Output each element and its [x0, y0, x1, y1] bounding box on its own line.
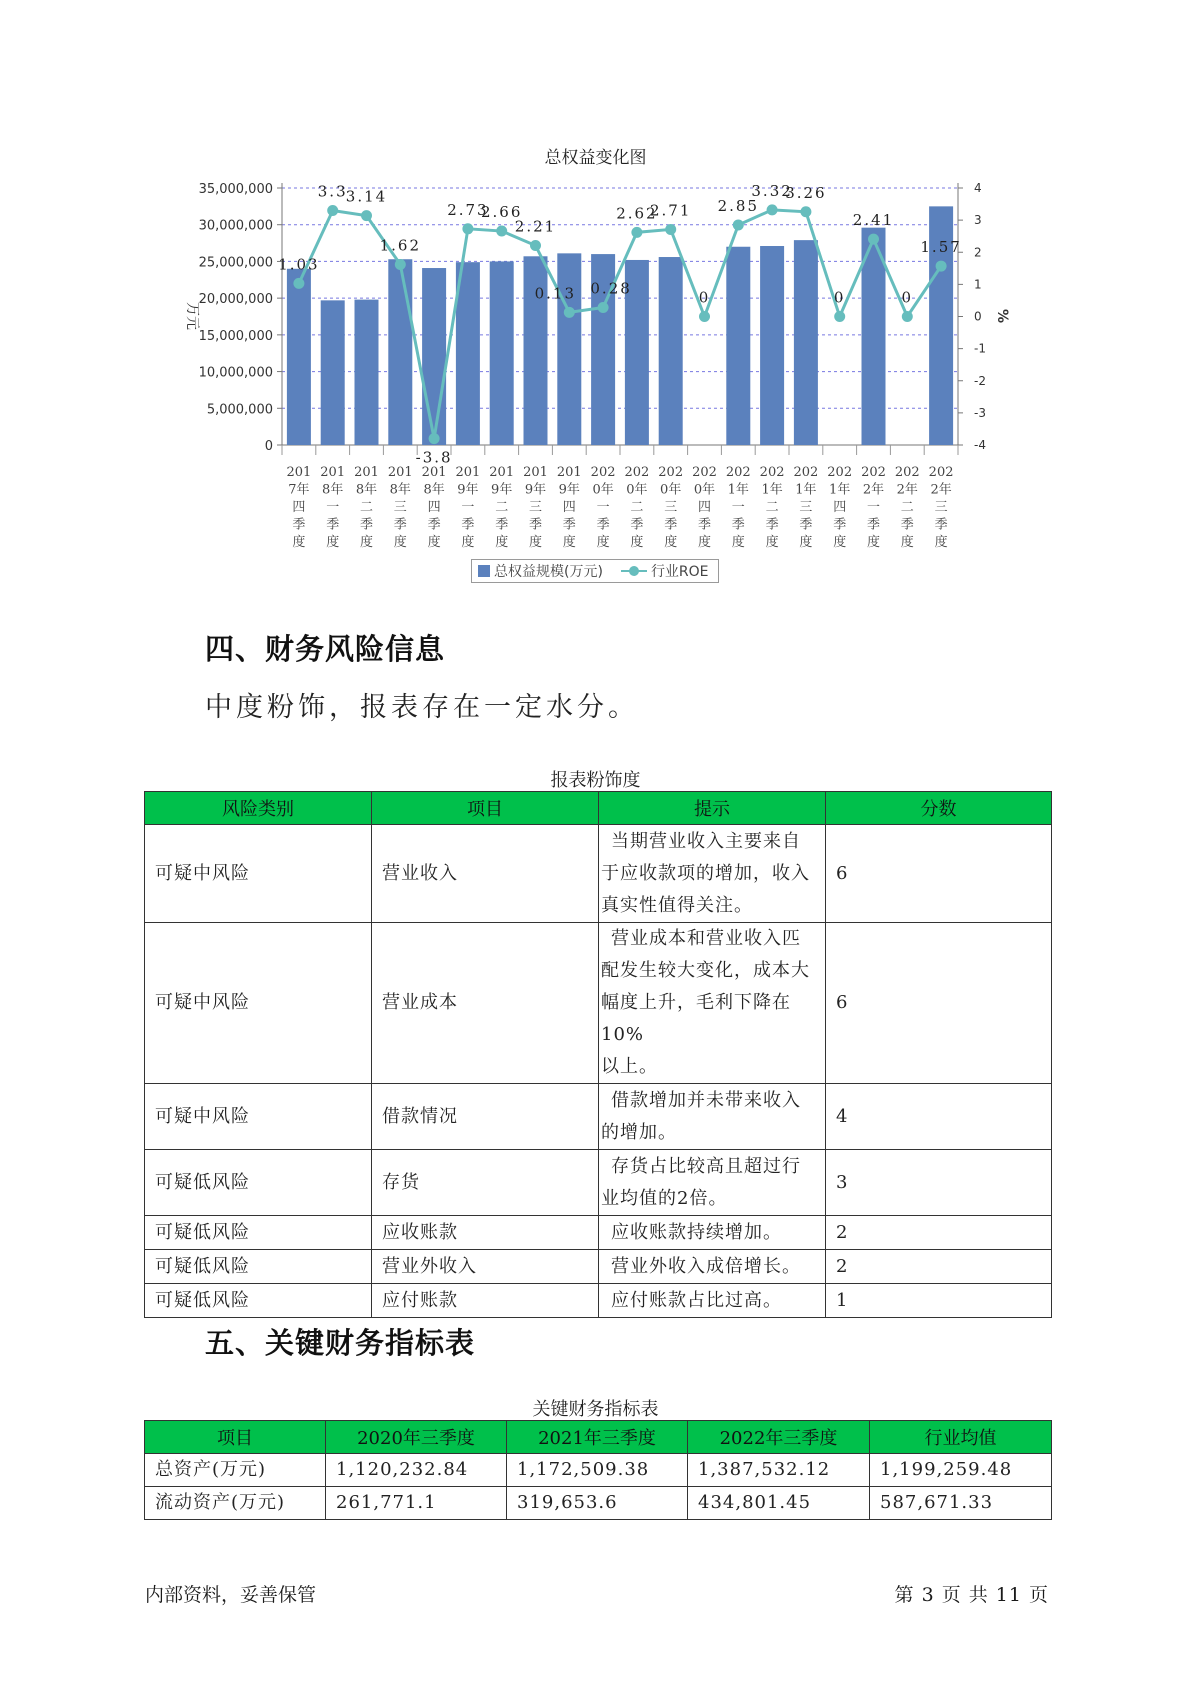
legend-line-label: 行业ROE	[650, 564, 709, 580]
risk-item: 应付账款	[372, 1284, 599, 1318]
x-tick-label: 202	[894, 465, 920, 480]
x-tick-label: 四	[427, 500, 441, 515]
x-tick-label: 202	[861, 465, 886, 480]
bar	[321, 300, 345, 445]
bar	[355, 300, 379, 445]
x-tick-label: 度	[765, 535, 779, 550]
x-tick-label: 度	[731, 535, 745, 550]
y-right-tick-label: -4	[974, 438, 986, 452]
bar	[490, 261, 514, 445]
x-tick-label: 201	[489, 465, 515, 480]
x-tick-label: 一	[326, 500, 340, 515]
x-tick-label: 2年	[896, 482, 918, 498]
x-tick-label: 1年	[795, 482, 817, 498]
y-left-tick-label: 15,000,000	[198, 328, 273, 344]
roe-point	[800, 206, 811, 217]
roe-point	[767, 204, 778, 215]
risk-hint-line: 营业外收入成倍增长。	[611, 1255, 801, 1277]
risk-hint-line: 营业成本和营业收入匹	[611, 928, 801, 949]
x-tick-label: 三	[934, 500, 948, 515]
key-table-header: 行业均值	[870, 1421, 1052, 1454]
roe-point	[462, 223, 473, 234]
roe-point	[598, 302, 609, 313]
roe-data-label: 2.85	[717, 196, 760, 215]
key-table-header: 2022年三季度	[688, 1421, 870, 1454]
x-tick-label: 一	[866, 500, 881, 515]
x-tick-label: 三	[799, 500, 813, 515]
roe-point	[733, 219, 744, 230]
table-row	[145, 923, 1052, 1084]
risk-score: 4	[826, 1084, 1052, 1150]
roe-point	[834, 311, 845, 322]
key-table-header: 2020年三季度	[326, 1421, 507, 1454]
x-tick-label: 季	[359, 517, 374, 533]
roe-point	[293, 278, 304, 289]
x-tick-label: 一	[596, 500, 610, 515]
key-table-cell: 587,671.33	[870, 1487, 1052, 1520]
risk-table-header: 风险类别	[145, 792, 372, 825]
risk-hint-line: 存货占比较高且超过行	[611, 1155, 801, 1177]
x-tick-label: 202	[658, 465, 684, 480]
y-left-tick-label: 25,000,000	[198, 255, 273, 271]
x-tick-label: 季	[495, 517, 509, 533]
x-tick-label: 2年	[862, 482, 885, 498]
x-tick-label: 0年	[693, 482, 716, 498]
roe-data-label: 2.62	[616, 204, 658, 223]
section-heading-risk: 四、财务风险信息	[205, 632, 446, 666]
risk-hint	[599, 1216, 826, 1250]
y-right-tick-label: 3	[974, 213, 982, 228]
x-tick-label: 二	[359, 500, 374, 515]
x-tick-label: 201	[523, 465, 548, 480]
risk-hint	[599, 825, 826, 923]
x-tick-label: 0年	[660, 482, 682, 498]
x-tick-label: 度	[664, 535, 678, 550]
x-tick-label: 季	[292, 517, 306, 533]
roe-point	[327, 205, 338, 216]
key-table-cell: 1,387,532.12	[688, 1454, 870, 1487]
roe-data-label: 0	[698, 288, 711, 307]
x-tick-label: 度	[495, 535, 509, 550]
roe-point	[699, 311, 710, 322]
x-tick-label: 二	[495, 500, 509, 515]
x-tick-label: 一	[461, 500, 475, 515]
x-tick-label: 0年	[592, 482, 614, 498]
y-left-tick-label: 35,000,000	[198, 182, 273, 197]
risk-item: 存货	[372, 1150, 599, 1216]
x-tick-label: 三	[528, 500, 543, 515]
x-tick-label: 季	[900, 517, 914, 533]
x-tick-label: 201	[387, 465, 413, 480]
x-tick-label: 度	[427, 535, 441, 550]
roe-data-label: 2.66	[480, 203, 523, 222]
x-tick-label: 8年	[423, 482, 445, 498]
x-tick-label: 度	[833, 535, 847, 550]
key-table-cell: 261,771.1	[326, 1487, 507, 1520]
x-tick-label: 201	[455, 465, 481, 480]
roe-data-label: 3.26	[785, 183, 827, 202]
key-table-caption: 关键财务指标表	[532, 1399, 659, 1420]
x-tick-label: 季	[326, 517, 340, 533]
risk-hint	[599, 1284, 826, 1318]
x-tick-label: 度	[528, 535, 543, 550]
bar	[794, 240, 818, 445]
roe-data-label: 2.41	[852, 211, 895, 230]
x-tick-label: 202	[759, 465, 785, 480]
risk-hint-line: 当期营业收入主要来自	[611, 830, 801, 852]
risk-hint-line: 业均值的2倍。	[601, 1187, 728, 1209]
risk-hint	[599, 1084, 826, 1150]
x-tick-label: 季	[697, 517, 712, 533]
x-tick-label: 三	[393, 500, 407, 515]
x-tick-label: 202	[793, 465, 819, 480]
x-tick-label: 季	[596, 517, 610, 533]
risk-score: 6	[826, 825, 1052, 923]
risk-hint	[599, 923, 826, 1084]
table-row	[145, 1250, 1052, 1284]
risk-table-caption: 报表粉饰度	[550, 770, 641, 791]
y-left-tick-label: 10,000,000	[198, 365, 273, 381]
y-right-tick-label: 0	[974, 309, 982, 324]
x-tick-label: 四	[562, 500, 576, 515]
risk-hint-line: 真实性值得关注。	[601, 894, 753, 916]
bar	[388, 259, 412, 445]
y-right-tick-label: -2	[974, 373, 986, 388]
risk-score: 6	[826, 923, 1052, 1084]
x-tick-label: 201	[556, 465, 582, 480]
risk-table	[144, 791, 1052, 1318]
roe-data-label: 0.13	[534, 284, 577, 303]
bar	[726, 247, 750, 445]
table-row	[145, 1084, 1052, 1150]
x-tick-label: 度	[900, 535, 914, 550]
x-tick-label: 度	[292, 535, 306, 550]
risk-item: 营业外收入	[372, 1250, 599, 1284]
table-row	[145, 1216, 1052, 1250]
risk-category: 可疑中风险	[145, 923, 372, 1084]
risk-table-header: 提示	[599, 792, 826, 825]
risk-item: 应收账款	[372, 1216, 599, 1250]
key-table-cell: 319,653.6	[507, 1487, 688, 1520]
y-right-tick-label: 4	[974, 181, 982, 195]
x-tick-label: 9年	[457, 482, 479, 498]
risk-summary: 中度粉饰，报表存在一定水分。	[205, 692, 639, 723]
risk-hint	[599, 1150, 826, 1216]
x-tick-label: 季	[765, 517, 779, 533]
x-tick-label: 202	[827, 465, 853, 480]
risk-item: 营业收入	[372, 825, 599, 923]
x-tick-label: 0年	[626, 482, 648, 498]
roe-data-label: 2.71	[649, 201, 692, 220]
key-table-header: 项目	[145, 1421, 326, 1454]
risk-hint-line: 应收账款持续增加。	[611, 1221, 782, 1243]
x-tick-label: 季	[461, 517, 475, 533]
roe-data-label: 0.28	[590, 279, 632, 298]
x-tick-label: 度	[799, 535, 813, 550]
footer-page-number: 第 3 页 共 11 页	[894, 1584, 1049, 1606]
risk-hint-line: 的增加。	[601, 1121, 677, 1143]
risk-hint	[599, 1250, 826, 1284]
x-tick-label: 二	[765, 500, 779, 515]
roe-point	[868, 234, 879, 245]
x-tick-label: 季	[833, 517, 847, 533]
roe-point	[395, 259, 406, 270]
x-tick-label: 一	[731, 500, 745, 515]
y-right-tick-label: -1	[974, 341, 986, 356]
key-indicators-table	[144, 1420, 1052, 1520]
x-tick-label: 1年	[761, 482, 783, 498]
x-tick-label: 度	[393, 535, 407, 550]
y-left-axis-label: 万元	[184, 302, 200, 330]
key-table-cell: 总资产(万元)	[145, 1454, 326, 1487]
x-tick-label: 9年	[524, 482, 547, 498]
risk-score: 2	[826, 1250, 1052, 1284]
x-tick-label: 1年	[829, 482, 851, 498]
risk-item: 借款情况	[372, 1084, 599, 1150]
x-tick-label: 季	[427, 517, 441, 533]
risk-hint-line: 应付账款占比过高。	[611, 1289, 782, 1311]
bar	[659, 257, 683, 445]
bar	[422, 268, 446, 445]
x-tick-label: 202	[928, 465, 954, 480]
x-tick-label: 二	[900, 500, 914, 515]
risk-hint-line: 幅度上升，毛利下降在10%	[601, 992, 791, 1045]
risk-category: 可疑中风险	[145, 1084, 372, 1150]
x-tick-label: 202	[725, 465, 751, 480]
y-left-tick-label: 5,000,000	[206, 402, 273, 418]
x-tick-label: 度	[866, 535, 881, 550]
risk-category: 可疑低风险	[145, 1150, 372, 1216]
section-heading-key-indicators: 五、关键财务指标表	[205, 1326, 476, 1360]
x-tick-label: 201	[286, 465, 312, 480]
y-right-tick-label: -3	[974, 405, 986, 420]
x-tick-label: 201	[320, 465, 346, 480]
key-table-cell: 1,120,232.84	[326, 1454, 507, 1487]
x-tick-label: 度	[934, 535, 948, 550]
roe-point	[496, 226, 507, 237]
roe-point	[631, 227, 642, 238]
x-tick-label: 度	[461, 535, 475, 550]
legend-bar-label: 总权益规模(万元)	[494, 564, 603, 580]
risk-item: 营业成本	[372, 923, 599, 1084]
roe-data-label: 3.3	[317, 182, 348, 201]
legend-bar-swatch	[478, 565, 490, 577]
x-tick-label: 季	[934, 517, 948, 533]
roe-point	[665, 224, 676, 235]
risk-category: 可疑低风险	[145, 1284, 372, 1318]
x-tick-label: 7年	[288, 482, 310, 498]
risk-score: 1	[826, 1284, 1052, 1318]
roe-point	[564, 307, 575, 318]
x-tick-label: 度	[326, 535, 340, 550]
roe-point	[530, 240, 541, 251]
x-tick-label: 202	[590, 465, 616, 480]
x-tick-label: 季	[664, 517, 678, 533]
x-tick-label: 季	[630, 517, 644, 533]
y-left-tick-label: 0	[264, 439, 273, 454]
x-tick-label: 8年	[322, 482, 344, 498]
risk-score: 2	[826, 1216, 1052, 1250]
x-tick-label: 四	[292, 500, 306, 515]
risk-hint-line: 配发生较大变化，成本大	[601, 960, 810, 981]
chart-title: 总权益变化图	[544, 148, 647, 168]
x-tick-label: 202	[692, 465, 717, 480]
x-tick-label: 度	[630, 535, 644, 550]
x-tick-label: 9年	[491, 482, 513, 498]
x-tick-label: 度	[697, 535, 712, 550]
y-right-tick-label: 1	[974, 277, 982, 292]
x-tick-label: 201	[421, 465, 447, 480]
x-tick-label: 季	[528, 517, 543, 533]
table-row	[145, 1150, 1052, 1216]
x-tick-label: 8年	[389, 482, 411, 498]
x-tick-label: 季	[393, 517, 407, 533]
x-tick-label: 四	[833, 500, 847, 515]
footer-confidential: 内部资料，妥善保管	[145, 1584, 317, 1606]
roe-point	[902, 311, 913, 322]
x-tick-label: 度	[359, 535, 374, 550]
bar	[287, 269, 311, 445]
risk-category: 可疑低风险	[145, 1216, 372, 1250]
x-tick-label: 四	[697, 500, 712, 515]
x-tick-label: 8年	[355, 482, 378, 498]
bar	[760, 246, 784, 445]
key-table-cell: 流动资产(万元)	[145, 1487, 326, 1520]
roe-point	[361, 210, 372, 221]
table-row	[145, 1487, 1052, 1520]
x-tick-label: 度	[562, 535, 576, 550]
risk-hint-line: 借款增加并未带来收入	[611, 1089, 801, 1111]
bar	[557, 253, 581, 445]
key-table-header: 2021年三季度	[507, 1421, 688, 1454]
table-row	[145, 1284, 1052, 1318]
table-row	[145, 1454, 1052, 1487]
y-right-axis-label: %	[994, 308, 1010, 324]
y-left-tick-label: 20,000,000	[198, 292, 273, 308]
x-tick-label: 9年	[558, 482, 580, 498]
x-tick-label: 201	[354, 465, 379, 480]
legend-line-swatch	[621, 565, 647, 577]
key-table-cell: 1,199,259.48	[870, 1454, 1052, 1487]
x-tick-label: 2年	[930, 482, 952, 498]
x-tick-label: 三	[664, 500, 678, 515]
table-row	[145, 825, 1052, 923]
chart-legend	[471, 559, 719, 583]
roe-data-label: 0	[901, 288, 914, 307]
x-tick-label: 二	[630, 500, 644, 515]
risk-table-header: 分数	[826, 792, 1052, 825]
x-tick-label: 季	[731, 517, 745, 533]
risk-hint-line: 以上。	[601, 1056, 658, 1077]
x-tick-label: 1年	[727, 482, 749, 498]
roe-data-label: -3.8	[415, 448, 453, 467]
roe-point	[936, 261, 947, 272]
x-tick-label: 202	[624, 465, 650, 480]
y-left-tick-label: 30,000,000	[198, 218, 273, 234]
roe-data-label: 1.57	[920, 238, 962, 257]
key-table-cell: 1,172,509.38	[507, 1454, 688, 1487]
x-tick-label: 季	[799, 517, 813, 533]
x-tick-label: 季	[562, 517, 576, 533]
roe-data-label: 1.03	[278, 255, 320, 274]
roe-data-label: 3.32	[751, 181, 793, 200]
risk-score: 3	[826, 1150, 1052, 1216]
roe-point	[429, 433, 440, 444]
key-table-cell: 434,801.45	[688, 1487, 870, 1520]
risk-category: 可疑中风险	[145, 825, 372, 923]
risk-category: 可疑低风险	[145, 1250, 372, 1284]
risk-table-header: 项目	[372, 792, 599, 825]
x-tick-label: 季	[866, 517, 881, 533]
equity-chart	[0, 0, 1191, 560]
x-tick-label: 度	[596, 535, 610, 550]
roe-data-label: 2.21	[514, 217, 557, 236]
roe-data-label: 2.73	[447, 200, 489, 219]
roe-data-label: 1.62	[379, 236, 422, 255]
y-right-tick-label: 2	[974, 245, 982, 260]
roe-data-label: 3.14	[345, 187, 388, 206]
risk-hint-line: 于应收款项的增加，收入	[601, 862, 810, 884]
roe-data-label: 0	[833, 288, 846, 307]
